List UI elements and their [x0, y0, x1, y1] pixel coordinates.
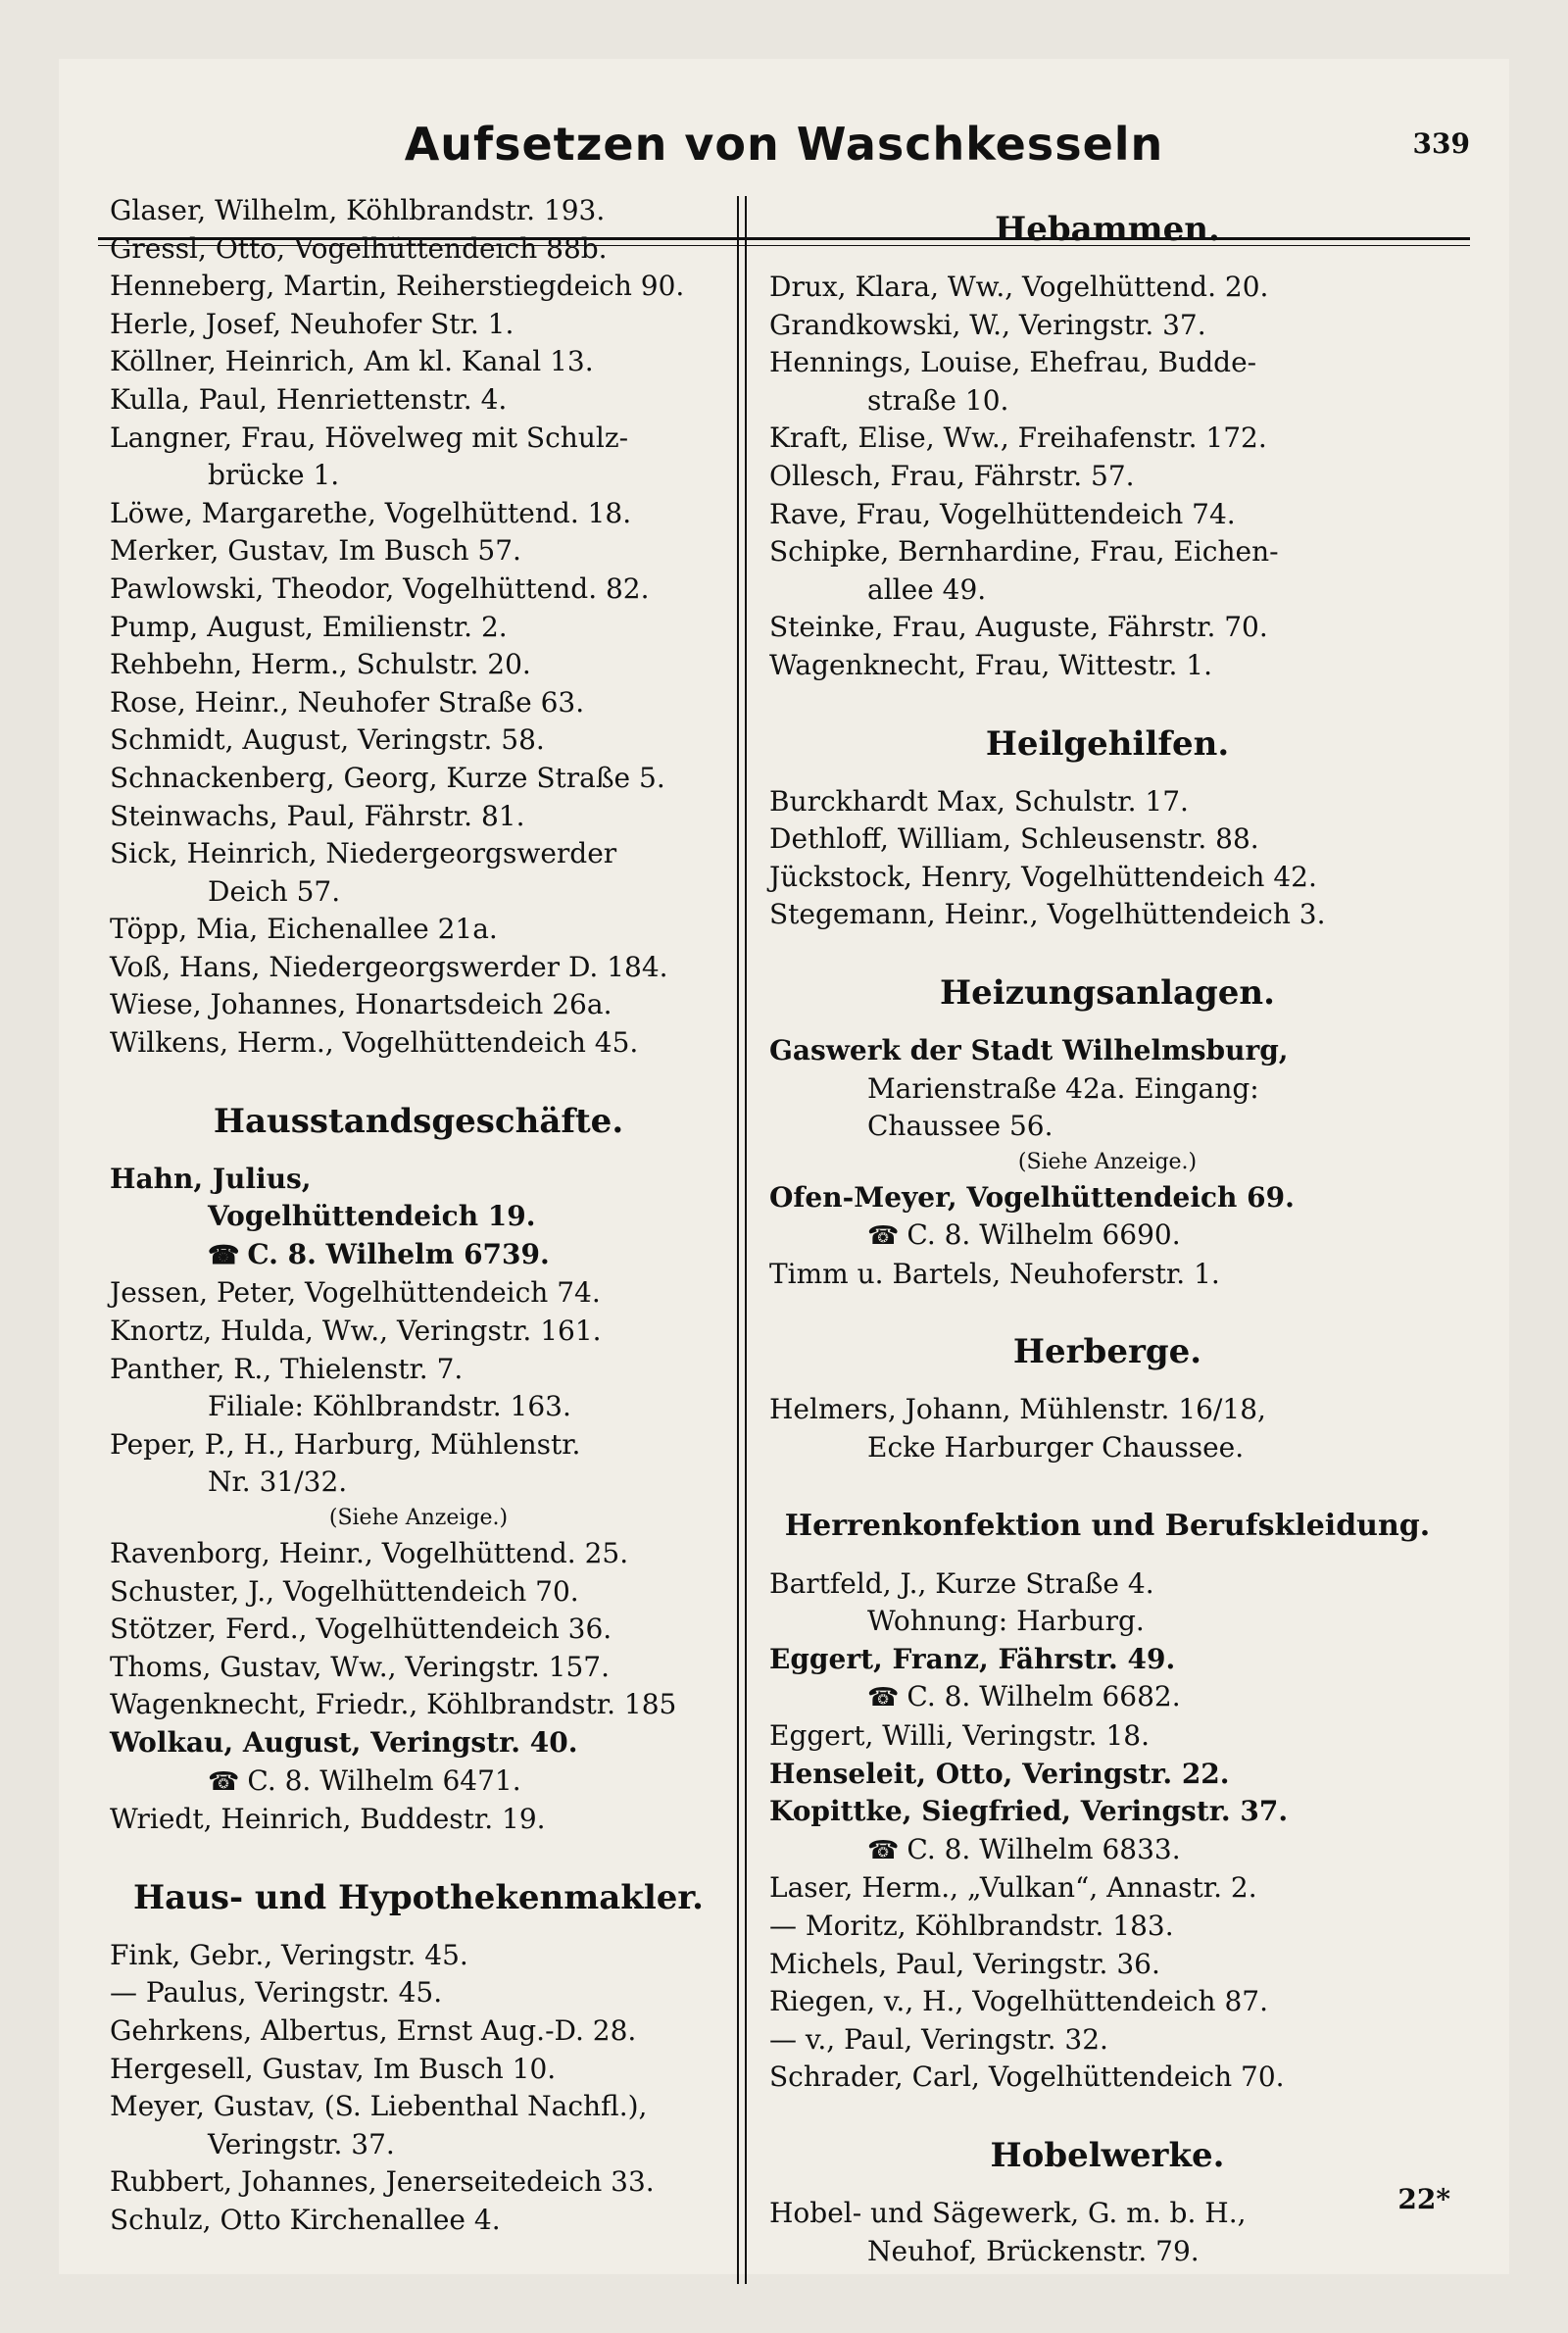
list-item: Wagenknecht, Frau, Wittestr. 1. [769, 648, 1213, 681]
telephone-icon: ☎ [867, 1683, 900, 1713]
list-item: Wolkau, August, Veringstr. 40. [110, 1725, 578, 1759]
list-item: Schipke, Bernhardine, Frau, Eichen- [769, 535, 1279, 569]
list-item: Wiese, Johannes, Honartsdeich 26a. [110, 988, 612, 1021]
list-item: Rubbert, Johannes, Jenerseitedeich 33. [110, 2165, 655, 2199]
list-item: Schnackenberg, Georg, Kurze Straße 5. [110, 761, 665, 794]
list-item: Stötzer, Ferd., Vogelhüttendeich 36. [110, 1613, 612, 1646]
list-item: Wriedt, Heinrich, Buddestr. 19. [110, 1803, 546, 1836]
list-item: Voß, Hans, Niedergeorgswerder D. 184. [110, 950, 668, 983]
list-item: Meyer, Gustav, (S. Liebenthal Nachfl.), [110, 2090, 648, 2123]
list-item: Kopittke, Siegfried, Veringstr. 37. [769, 1795, 1289, 1828]
telephone-icon: ☎ [208, 1240, 240, 1270]
list-item: Pump, August, Emilienstr. 2. [110, 610, 508, 643]
list-item-continuation: Marienstraße 42a. Eingang: [867, 1071, 1259, 1105]
list-item: Schuster, J., Vogelhüttendeich 70. [110, 1574, 579, 1608]
list-item: Gaswerk der Stadt Wilhelmsburg, [769, 1033, 1289, 1067]
list-item: Peper, P., H., Harburg, Mühlenstr. [110, 1427, 581, 1461]
section-heading-hobelwerke: Hobelwerke. [990, 2135, 1225, 2175]
list-item: Dethloff, William, Schleusenstr. 88. [769, 822, 1259, 856]
phone-line [110, 1762, 727, 1802]
list-item: Merker, Gustav, Im Busch 57. [110, 534, 521, 568]
list-item: Jessen, Peter, Vogelhüttendeich 74. [110, 1276, 601, 1310]
list-item: Henneberg, Martin, Reiherstiegdeich 90. [110, 270, 685, 303]
list-item: Thoms, Gustav, Ww., Veringstr. 157. [110, 1650, 611, 1683]
list-item: Burckhardt Max, Schulstr. 17. [769, 784, 1189, 818]
list-item: Schmidt, August, Veringstr. 58. [110, 723, 545, 757]
list-item: Drux, Klara, Ww., Vogelhüttend. 20. [769, 271, 1269, 303]
list-item-continuation: brücke 1. [208, 459, 340, 492]
list-item: Helmers, Johann, Mühlenstr. 16/18, [769, 1393, 1266, 1426]
list-item: Michels, Paul, Veringstr. 36. [769, 1947, 1160, 1980]
list-item: Bartfeld, J., Kurze Straße 4. [769, 1566, 1154, 1600]
list-item: Töpp, Mia, Eichenallee 21a. [110, 913, 498, 946]
phone-number: C. 8. Wilhelm 6682. [906, 1680, 1181, 1713]
right-column [769, 192, 1446, 2270]
telephone-icon: ☎ [208, 1766, 240, 1797]
telephone-icon: ☎ [867, 1835, 900, 1865]
list-item: Jückstock, Henry, Vogelhüttendeich 42. [769, 860, 1317, 893]
list-item-continuation: Wohnung: Harburg. [867, 1605, 1145, 1638]
list-item: Schulz, Otto Kirchenallee 4. [110, 2203, 501, 2236]
section-heading-heizungsanlagen: Heizungsanlagen. [940, 972, 1275, 1013]
section-heading-herberge: Herberge. [1012, 1332, 1202, 1372]
list-item: Steinwachs, Paul, Fährstr. 81. [110, 799, 525, 832]
ad-note: (Siehe Anzeige.) [328, 1506, 509, 1530]
list-item: Sick, Heinrich, Niedergeorgswerder [110, 837, 617, 870]
page-number: 339 [1412, 127, 1470, 160]
list-item: Glaser, Wilhelm, Köhlbrandstr. 193. [110, 194, 606, 226]
phone-line [769, 1831, 1446, 1870]
list-item-continuation: Veringstr. 37. [208, 2127, 395, 2160]
list-item: Langner, Frau, Hövelweg mit Schulz- [110, 421, 629, 454]
list-item: Steinke, Frau, Auguste, Fährstr. 70. [769, 611, 1268, 644]
list-item: — v., Paul, Veringstr. 32. [769, 2022, 1108, 2056]
list-item: Henseleit, Otto, Veringstr. 22. [769, 1757, 1230, 1790]
list-item: Ofen-Meyer, Vogelhüttendeich 69. [769, 1180, 1295, 1214]
directory-page [59, 59, 1509, 2274]
list-item: Panther, R., Thielenstr. 7. [110, 1352, 464, 1385]
list-item: Knortz, Hulda, Ww., Veringstr. 161. [110, 1315, 602, 1348]
list-item-continuation: straße 10. [867, 383, 1009, 417]
list-item: Riegen, v., H., Vogelhüttendeich 87. [769, 1985, 1268, 2018]
list-item: Rehbehn, Herm., Schulstr. 20. [110, 648, 531, 681]
list-item: Kraft, Elise, Ww., Freihafenstr. 172. [769, 422, 1267, 455]
sheet-signature: 22* [1397, 2183, 1450, 2215]
list-item: Löwe, Margarethe, Vogelhüttend. 18. [110, 496, 632, 529]
section-heading-makler: Haus- und Hypothekenmakler. [132, 1877, 705, 1917]
list-item-continuation: Filiale: Köhlbrandstr. 163. [208, 1390, 571, 1423]
page-title: Aufsetzen von Waschkesseln [404, 118, 1164, 171]
list-item: Hahn, Julius, [110, 1162, 312, 1195]
list-item: Fink, Gebr., Veringstr. 45. [110, 1938, 468, 1971]
list-item: Köllner, Heinrich, Am kl. Kanal 13. [110, 345, 594, 378]
column-divider [737, 196, 739, 2284]
list-item: Hobel- und Sägewerk, G. m. b. H., [769, 2196, 1247, 2229]
list-item: Eggert, Franz, Fährstr. 49. [769, 1642, 1176, 1675]
section-heading-hausstandsgeschaefte: Hausstandsgeschäfte. [213, 1101, 624, 1141]
list-item: Hennings, Louise, Ehefrau, Budde- [769, 346, 1257, 379]
list-item: Timm u. Bartels, Neuhoferstr. 1. [769, 1257, 1220, 1290]
list-item: Hergesell, Gustav, Im Busch 10. [110, 2052, 557, 2085]
list-item: Gressl, Otto, Vogelhüttendeich 88b. [110, 231, 608, 265]
list-item-continuation: Nr. 31/32. [208, 1465, 348, 1499]
section-heading-hebammen: Hebammen. [995, 210, 1220, 249]
list-item: Rave, Frau, Vogelhüttendeich 74. [769, 497, 1236, 530]
list-item-continuation: allee 49. [867, 572, 987, 606]
list-item-continuation: Chaussee 56. [867, 1110, 1054, 1143]
list-item: Schrader, Carl, Vogelhüttendeich 70. [769, 2060, 1285, 2094]
ad-note: (Siehe Anzeige.) [1017, 1149, 1198, 1174]
left-column [110, 192, 727, 2240]
list-item: Stegemann, Heinr., Vogelhüttendeich 3. [769, 898, 1326, 931]
list-item-continuation: Neuhof, Brückenstr. 79. [867, 2234, 1200, 2267]
phone-number: C. 8. Wilhelm 6690. [906, 1218, 1181, 1252]
list-item: Ravenborg, Heinr., Vogelhüttend. 25. [110, 1537, 629, 1569]
list-item: Ollesch, Frau, Fährstr. 57. [769, 459, 1135, 492]
phone-line [769, 1216, 1446, 1256]
list-item: Eggert, Willi, Veringstr. 18. [769, 1719, 1150, 1753]
list-item: Laser, Herm., „Vulkan“, Annastr. 2. [769, 1871, 1257, 1905]
list-item-continuation: Vogelhüttendeich 19. [208, 1200, 536, 1233]
list-item: Pawlowski, Theodor, Vogelhüttend. 82. [110, 571, 650, 605]
list-item: Wagenknecht, Friedr., Köhlbrandstr. 185 [110, 1688, 677, 1721]
column-divider-2 [745, 196, 747, 2284]
telephone-icon: ☎ [867, 1221, 900, 1252]
list-item: Herle, Josef, Neuhofer Str. 1. [110, 307, 514, 340]
phone-number: C. 8. Wilhelm 6833. [906, 1832, 1181, 1865]
list-item: Wilkens, Herm., Vogelhüttendeich 45. [110, 1026, 639, 1060]
list-item: — Paulus, Veringstr. 45. [110, 1976, 443, 2010]
section-heading-herrenkonfektion: Herrenkonfektion und Berufskleidung. [784, 1508, 1431, 1543]
phone-line [769, 1678, 1446, 1717]
list-item-continuation: Deich 57. [208, 874, 341, 908]
list-item: Gehrkens, Albertus, Ernst Aug.-D. 28. [110, 2013, 637, 2047]
list-item: — Moritz, Köhlbrandstr. 183. [769, 1910, 1174, 1942]
list-item: Rose, Heinr., Neuhofer Straße 63. [110, 685, 585, 719]
section-heading-heilgehilfen: Heilgehilfen. [985, 723, 1230, 764]
phone-number: C. 8. Wilhelm 6739. [247, 1237, 550, 1270]
list-item: Grandkowski, W., Veringstr. 37. [769, 308, 1206, 341]
list-item-continuation: Ecke Harburger Chaussee. [867, 1431, 1245, 1464]
phone-line [110, 1236, 727, 1275]
list-item: Kulla, Paul, Henriettenstr. 4. [110, 382, 508, 416]
phone-number: C. 8. Wilhelm 6471. [247, 1763, 521, 1797]
